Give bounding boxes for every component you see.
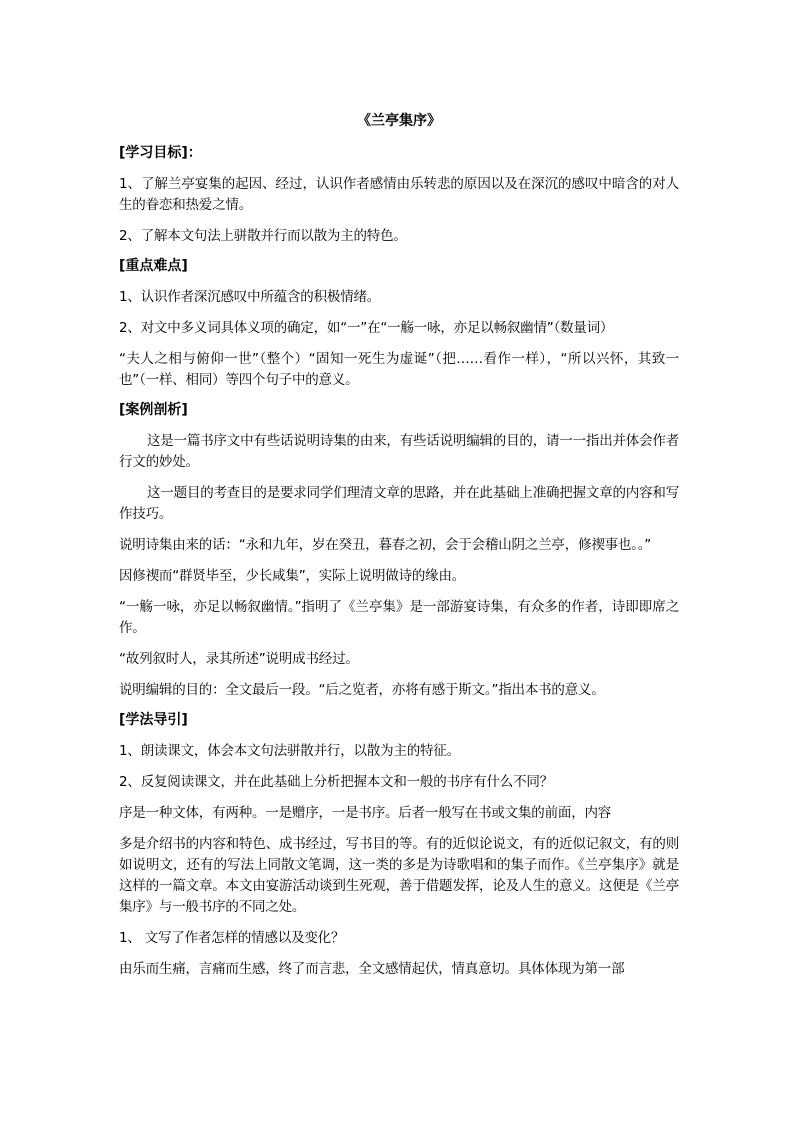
guide-paragraph-6: 由乐而生痛，言痛而生感，终了而言悲，全文感情起伏，情真意切。具体体现为第一部 bbox=[119, 961, 625, 977]
key-point-item-2: 2、对文中多义词具体义项的确定，如“一”在“一觞一咏，亦足以畅叙幽情”（数量词） bbox=[119, 320, 614, 336]
goal-item-1: 1、了解兰亭宴集的起因、经过，认识作者感情由乐转悲的原因以及在深沉的感叹中暗含的对人生的眷恋和热爱之情。 bbox=[119, 176, 679, 213]
case-paragraph-2: 这一题目的考查目的是要求同学们理清文章的思路，并在此基础上准确把握文章的内容和写作技巧。 bbox=[119, 485, 679, 522]
key-point-item-1: 1、认识作者深沉感叹中所蕴含的积极情绪。 bbox=[119, 289, 381, 305]
guide-paragraph-4: 多是介绍书的内容和特色、成书经过，写书目的等。有的近似论说文，有的近似记叙文，有的则如说明文，还有的写法上同散文笔调，这一类的多是为诗歌唱和的集子而作。《兰亭集序》就是这样的一篇文章。本文由宴游活动谈到生死观，善于借题发挥，论及人生的意义。这便是《兰亭集序》与一般书序的不同之处。 bbox=[119, 836, 679, 915]
case-paragraph-3: 说明诗集由来的话：“永和九年，岁在癸丑，暮春之初，会于会稽山阴之兰亭，修禊事也。。” bbox=[119, 537, 652, 553]
key-point-item-3: “夫人之相与俯仰一世”（整个）“固知一死生为虚诞”（把……看作一样），“所以兴怀，其致一也”（一样、相同）等四个句子中的意义。 bbox=[119, 351, 679, 388]
guide-paragraph-5: 1、 文写了作者怎样的情感以及变化？ bbox=[119, 930, 345, 946]
section-heading-guide: [学法导引] bbox=[119, 712, 188, 728]
case-paragraph-6: “故列叙时人，录其所述”说明成书经过。 bbox=[119, 651, 359, 667]
guide-paragraph-2: 2、反复阅读课文，并在此基础上分析把握本文和一般的书序有什么不同？ bbox=[119, 774, 553, 790]
section-heading-key-points: [重点难点] bbox=[119, 258, 188, 274]
goal-item-2: 2、了解本文句法上骈散并行而以散为主的特色。 bbox=[119, 228, 407, 244]
document-title: 《兰亭集序》 bbox=[357, 113, 441, 129]
case-paragraph-4: 因修禊而“群贤毕至，少长咸集”，实际上说明做诗的缘由。 bbox=[119, 568, 466, 584]
guide-paragraph-1: 1、朗读课文，体会本文句法骈散并行，以散为主的特征。 bbox=[119, 743, 460, 759]
section-heading-case: [案例剖析] bbox=[119, 402, 188, 418]
document-page bbox=[119, 112, 679, 990]
case-paragraph-1: 这是一篇书序文中有些话说明诗集的由来，有些话说明编辑的目的，请一一指出并体会作者行文的妙处。 bbox=[119, 433, 679, 470]
case-paragraph-7: 说明编辑的目的：全文最后一段。“后之览者，亦将有感于斯文。”指出本书的意义。 bbox=[119, 682, 605, 698]
case-paragraph-5: “一觞一咏，亦足以畅叙幽情。”指明了《兰亭集》是一部游宴诗集，有众多的作者，诗即即席之作。 bbox=[119, 599, 679, 636]
section-heading-goals: [学习目标]： bbox=[119, 145, 202, 161]
guide-paragraph-3: 序是一种文体，有两种。一是赠序，一是书序。后者一般写在书或文集的前面，内容 bbox=[119, 805, 612, 821]
